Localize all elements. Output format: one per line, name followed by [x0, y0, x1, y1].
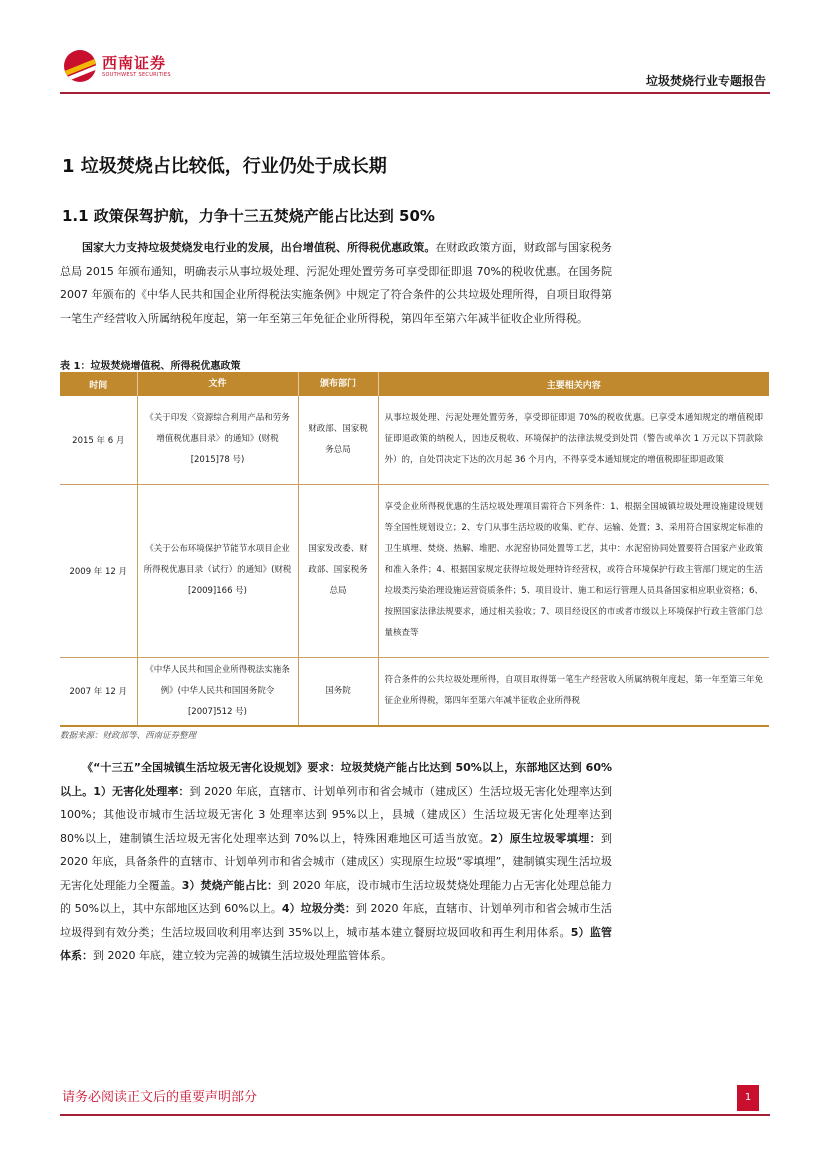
plan-item-5-label: 5）监管体系：: [60, 925, 612, 962]
cell-dept: 国务院: [298, 657, 378, 726]
intro-lead: 国家大力支持垃圾焚烧发电行业的发展，出台增值税、所得税优惠政策。: [82, 241, 436, 254]
cell-dept: 国家发改委、财政部、国家税务总局: [298, 484, 378, 657]
header-divider: [60, 92, 770, 94]
plan-item-4-label: 4）垃圾分类：: [281, 902, 356, 915]
cell-content: 从事垃圾处理、污泥处理处置劳务，享受即征即退 70%的税收优惠。已享受本通知规定的增值税即征即退政策的纳税人，因违反税收、环境保护的法律法规受到处罚（警告或单次 1 万元以下罚款除外）的，自处罚决定下达的次月起 36 个月内，不得享受本通知规定的增值税即征即退政策: [378, 396, 769, 484]
cell-time: 2015 年 6 月: [60, 396, 137, 484]
logo-name-en: SOUTHWEST SECURITIES: [102, 71, 171, 78]
cell-file: 《关于印发〈资源综合利用产品和劳务增值税优惠目录〉的通知》(财税[2015]78 号): [137, 396, 298, 484]
plan-paragraph: [60, 756, 612, 968]
plan-item-4: 到 2020 年底，直辖市、计划单列市和省会城市生活垃圾得到有效分类；生活垃圾回收利用率达到 35%以上，城市基本建立餐厨垃圾回收和再生利用体系。: [60, 902, 613, 939]
cell-time: 2009 年 12 月: [60, 484, 137, 657]
page-number: 1: [737, 1085, 759, 1111]
company-logo: [64, 50, 171, 82]
subsection-heading: 1.1 政策保驾护航，力争十三五焚烧产能占比达到 50%: [62, 207, 435, 225]
table-row: [60, 484, 769, 657]
table-source: 数据来源：财政部等、西南证券整理: [60, 731, 197, 741]
cell-time: 2007 年 12 月: [60, 657, 137, 726]
column-header-content: 主要相关内容: [378, 372, 769, 396]
intro-paragraph: [60, 236, 612, 330]
intro-body: 在财政政策方面，财政部与国家税务总局 2015 年颁布通知，明确表示从事垃圾处理、污泥处理处置劳务可享受即征即退 70%的税收优惠。在国务院 2007 年颁布的《中华人民共和国企业所得税法实施条例》中规定了符合条件的公共垃圾处理所得，自项目取得第一笔生产经营收入所属纳税年度起，第一年至第三年免征企业所得税，第四年至第六年减半征收企业所得税。: [60, 241, 612, 325]
plan-item-2-label: 2）原生垃圾零填埋：: [490, 831, 601, 845]
table-row: [60, 396, 769, 484]
plan-item-1: 到 2020 年底，直辖市、计划单列市和省会城市（建成区）生活垃圾无害化处理率达到 100%；其他设市城市生活垃圾无害化 3 处理率达到 95%以上，县城（建成区）生活垃圾无害化处理率达到 80%以上，建制镇生活垃圾无害化处理率达到 70%以上，特殊困难地区可适当放宽。: [60, 784, 612, 845]
plan-lead: 《“十三五”全国城镇生活垃圾无害化设规划》要求：垃圾焚烧产能占比达到 50%以上，东部地区达到 60%以上。1）无害化处理率：: [60, 761, 612, 798]
report-title: 垃圾焚烧行业专题报告: [645, 74, 766, 88]
table-caption: 表 1：垃圾焚烧增值税、所得税优惠政策: [60, 361, 241, 372]
table-header-row: [60, 372, 769, 396]
cell-content: 符合条件的公共垃圾处理所得，自项目取得第一笔生产经营收入所属纳税年度起，第一年至第三年免征企业所得税，第四年至第六年减半征收企业所得税: [378, 657, 769, 726]
column-header-file: 文件: [137, 372, 298, 396]
table-row: [60, 657, 769, 726]
logo-text: [102, 54, 171, 79]
policy-table: [60, 372, 769, 727]
plan-item-3: 到 2020 年底，设市城市生活垃圾焚烧处理能力占无害化处理总能力的 50%以上，其中东部地区达到 60%以上。: [60, 878, 612, 915]
cell-file: 《关于公布环境保护节能节水项目企业所得税优惠目录（试行）的通知》(财税[2009]166 号): [137, 484, 298, 657]
logo-mark-icon: [64, 50, 96, 82]
cell-file: 《中华人民共和国企业所得税法实施条例》(中华人民共和国国务院令[2007]512 号): [137, 657, 298, 726]
section-heading: 1 垃圾焚烧占比较低，行业仍处于成长期: [62, 156, 387, 177]
plan-item-3-label: 3）焚烧产能占比：: [181, 878, 279, 892]
column-header-dept: 颁布部门: [298, 372, 378, 396]
cell-content: 享受企业所得税优惠的生活垃圾处理项目需符合下列条件：1、根据全国城镇垃圾处理设施建设规划等全国性规划设立；2、专门从事生活垃圾的收集、贮存、运输、处置；3、采用符合国家规定标准的卫生填埋、焚烧、热解、堆肥、水泥窑协同处置等工艺，其中：水泥窑协同处置要符合国家产业政策和准入条件；4、根据国家规定获得垃圾处理特许经营权，或符合环境保护行政主管部门规定的生活垃圾类污染治理设施运营资质条件；5、项目设计、施工和运行管理人员具备国家相应职业资格；6、按照国家法律法规要求，通过相关验收；7、项目经设区的市或者市级以上环境保护行政主管部门总量核查等: [378, 484, 769, 657]
footer-divider: [60, 1114, 770, 1116]
plan-item-2: 到 2020 年底，具备条件的直辖市、计划单列市和省会城市（建成区）实现原生垃圾“零填埋”，建制镇实现生活垃圾无害化处理能力全覆盖。: [60, 831, 612, 892]
column-header-time: 时间: [60, 372, 137, 396]
plan-item-5: 到 2020 年底，建立较为完善的城镇生活垃圾处理监管体系。: [93, 949, 392, 962]
cell-dept: 财政部、国家税务总局: [298, 396, 378, 484]
footer-disclaimer: 请务必阅读正文后的重要声明部分: [62, 1090, 258, 1105]
logo-name-cn: 西南证券: [102, 53, 167, 72]
